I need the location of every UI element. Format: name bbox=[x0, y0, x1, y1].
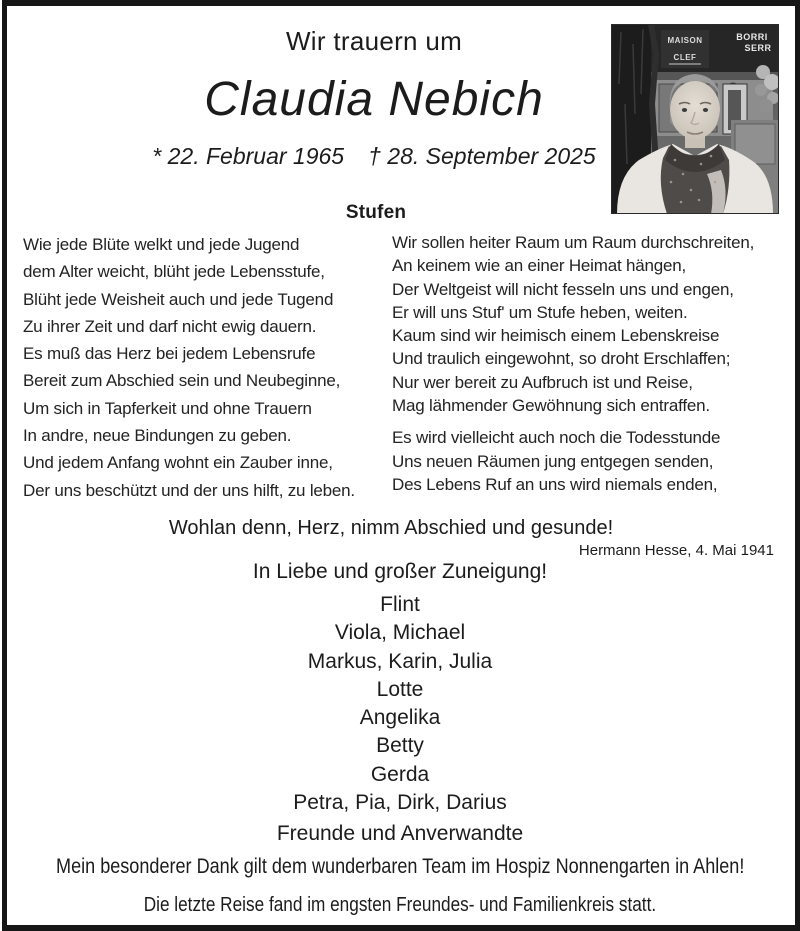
poem-line: Kaum sind wir heimisch einem Lebenskreise bbox=[392, 326, 720, 346]
poem-final-line: Wohlan denn, Herz, nimm Abschied und gesunde! bbox=[168, 517, 614, 539]
poem-line: Wir sollen heiter Raum um Raum durchschreiten, bbox=[392, 233, 755, 252]
sign-text-maison: MAISON bbox=[667, 36, 703, 45]
poem-title: Stufen bbox=[345, 202, 407, 223]
mourner-name: Freunde und Anverwandte bbox=[276, 822, 524, 846]
mourner-name: Angelika bbox=[359, 706, 441, 730]
mourner-name: Viola, Michael bbox=[334, 621, 466, 645]
thanks-line: Mein besonderer Dank gilt dem wunderbaren Team im Hospiz Nonnengarten in Ahlen! bbox=[56, 855, 745, 878]
mourner-name: Betty bbox=[376, 734, 424, 758]
poem-line: Wie jede Blüte welkt und jede Jugend bbox=[23, 235, 300, 254]
poem-line: Es muß das Herz bei jedem Lebensrufe bbox=[23, 344, 316, 364]
storefront-sign-left bbox=[661, 30, 709, 68]
mourners-list bbox=[0, 591, 800, 849]
mourner-name: Gerda bbox=[370, 762, 430, 786]
poem-line: Und jedem Anfang wohnt ein Zauber inne, bbox=[23, 453, 333, 473]
farewell-line: Die letzte Reise fand im engsten Freundes- und Familienkreis statt. bbox=[143, 894, 657, 916]
poem-line: Bereit zum Abschied sein und Neubeginne, bbox=[23, 371, 341, 391]
poem-line: Es wird vielleicht auch noch die Todesstunde bbox=[392, 428, 721, 448]
mourner-name: Markus, Karin, Julia bbox=[307, 649, 493, 673]
mourner-name: Petra, Pia, Dirk, Darius bbox=[293, 791, 507, 815]
poem-line: Und traulich eingewohnt, so droht Erschlaffen; bbox=[392, 349, 731, 369]
poem-right-column bbox=[392, 231, 754, 496]
deceased-name: Claudia Nebich bbox=[204, 73, 544, 126]
poem-line: Nur wer bereit zu Aufbruch ist und Reise, bbox=[392, 372, 693, 392]
sign-text-borri: BORRI bbox=[736, 32, 768, 42]
poem-line: Er will uns Stuf' um Stufe heben, weiten. bbox=[392, 302, 688, 322]
poem-line: An keinem wie an einer Heimat hängen, bbox=[392, 256, 687, 276]
poem-line: Der Weltgeist will nicht fesseln uns und engen, bbox=[392, 279, 734, 299]
death-date: † 28. September 2025 bbox=[368, 143, 596, 169]
woman-face bbox=[670, 81, 720, 139]
poem-stanza bbox=[392, 231, 754, 417]
poem-line: Des Lebens Ruf an uns wird niemals enden, bbox=[392, 474, 718, 494]
birth-date: * 22. Februar 1965 bbox=[152, 143, 345, 169]
poem-line: Zu ihrer Zeit und darf nicht ewig dauern. bbox=[23, 316, 317, 336]
portrait-photo bbox=[611, 24, 779, 214]
poem-stanza bbox=[392, 426, 754, 496]
poem-line: dem Alter weicht, blüht jede Lebensstufe, bbox=[23, 262, 325, 282]
poem-line: Uns neuen Räumen jung entgegen senden, bbox=[392, 451, 714, 471]
poem-line: Mag lähmender Gewöhnung sich entraffen. bbox=[392, 396, 710, 416]
poem-attribution: Hermann Hesse, 4. Mai 1941 bbox=[578, 542, 774, 559]
poem-line: Der uns beschützt und der uns hilft, zu leben. bbox=[23, 480, 355, 500]
mourner-name: Lotte bbox=[376, 677, 424, 701]
sign-text-serr: SERR bbox=[744, 43, 772, 53]
sign-text-clef: CLEF bbox=[673, 53, 697, 62]
poem-line: Blüht jede Weisheit auch und jede Tugend bbox=[23, 289, 334, 309]
mourner-name: Flint bbox=[380, 593, 420, 616]
poem-left-column bbox=[23, 231, 355, 504]
closing-line: In Liebe und großer Zuneigung! bbox=[252, 560, 548, 583]
poem-line: In andre, neue Bindungen zu geben. bbox=[23, 426, 292, 446]
intro-line: Wir trauern um bbox=[285, 26, 463, 56]
poem-line: Um sich in Tapferkeit und ohne Trauern bbox=[23, 398, 312, 418]
